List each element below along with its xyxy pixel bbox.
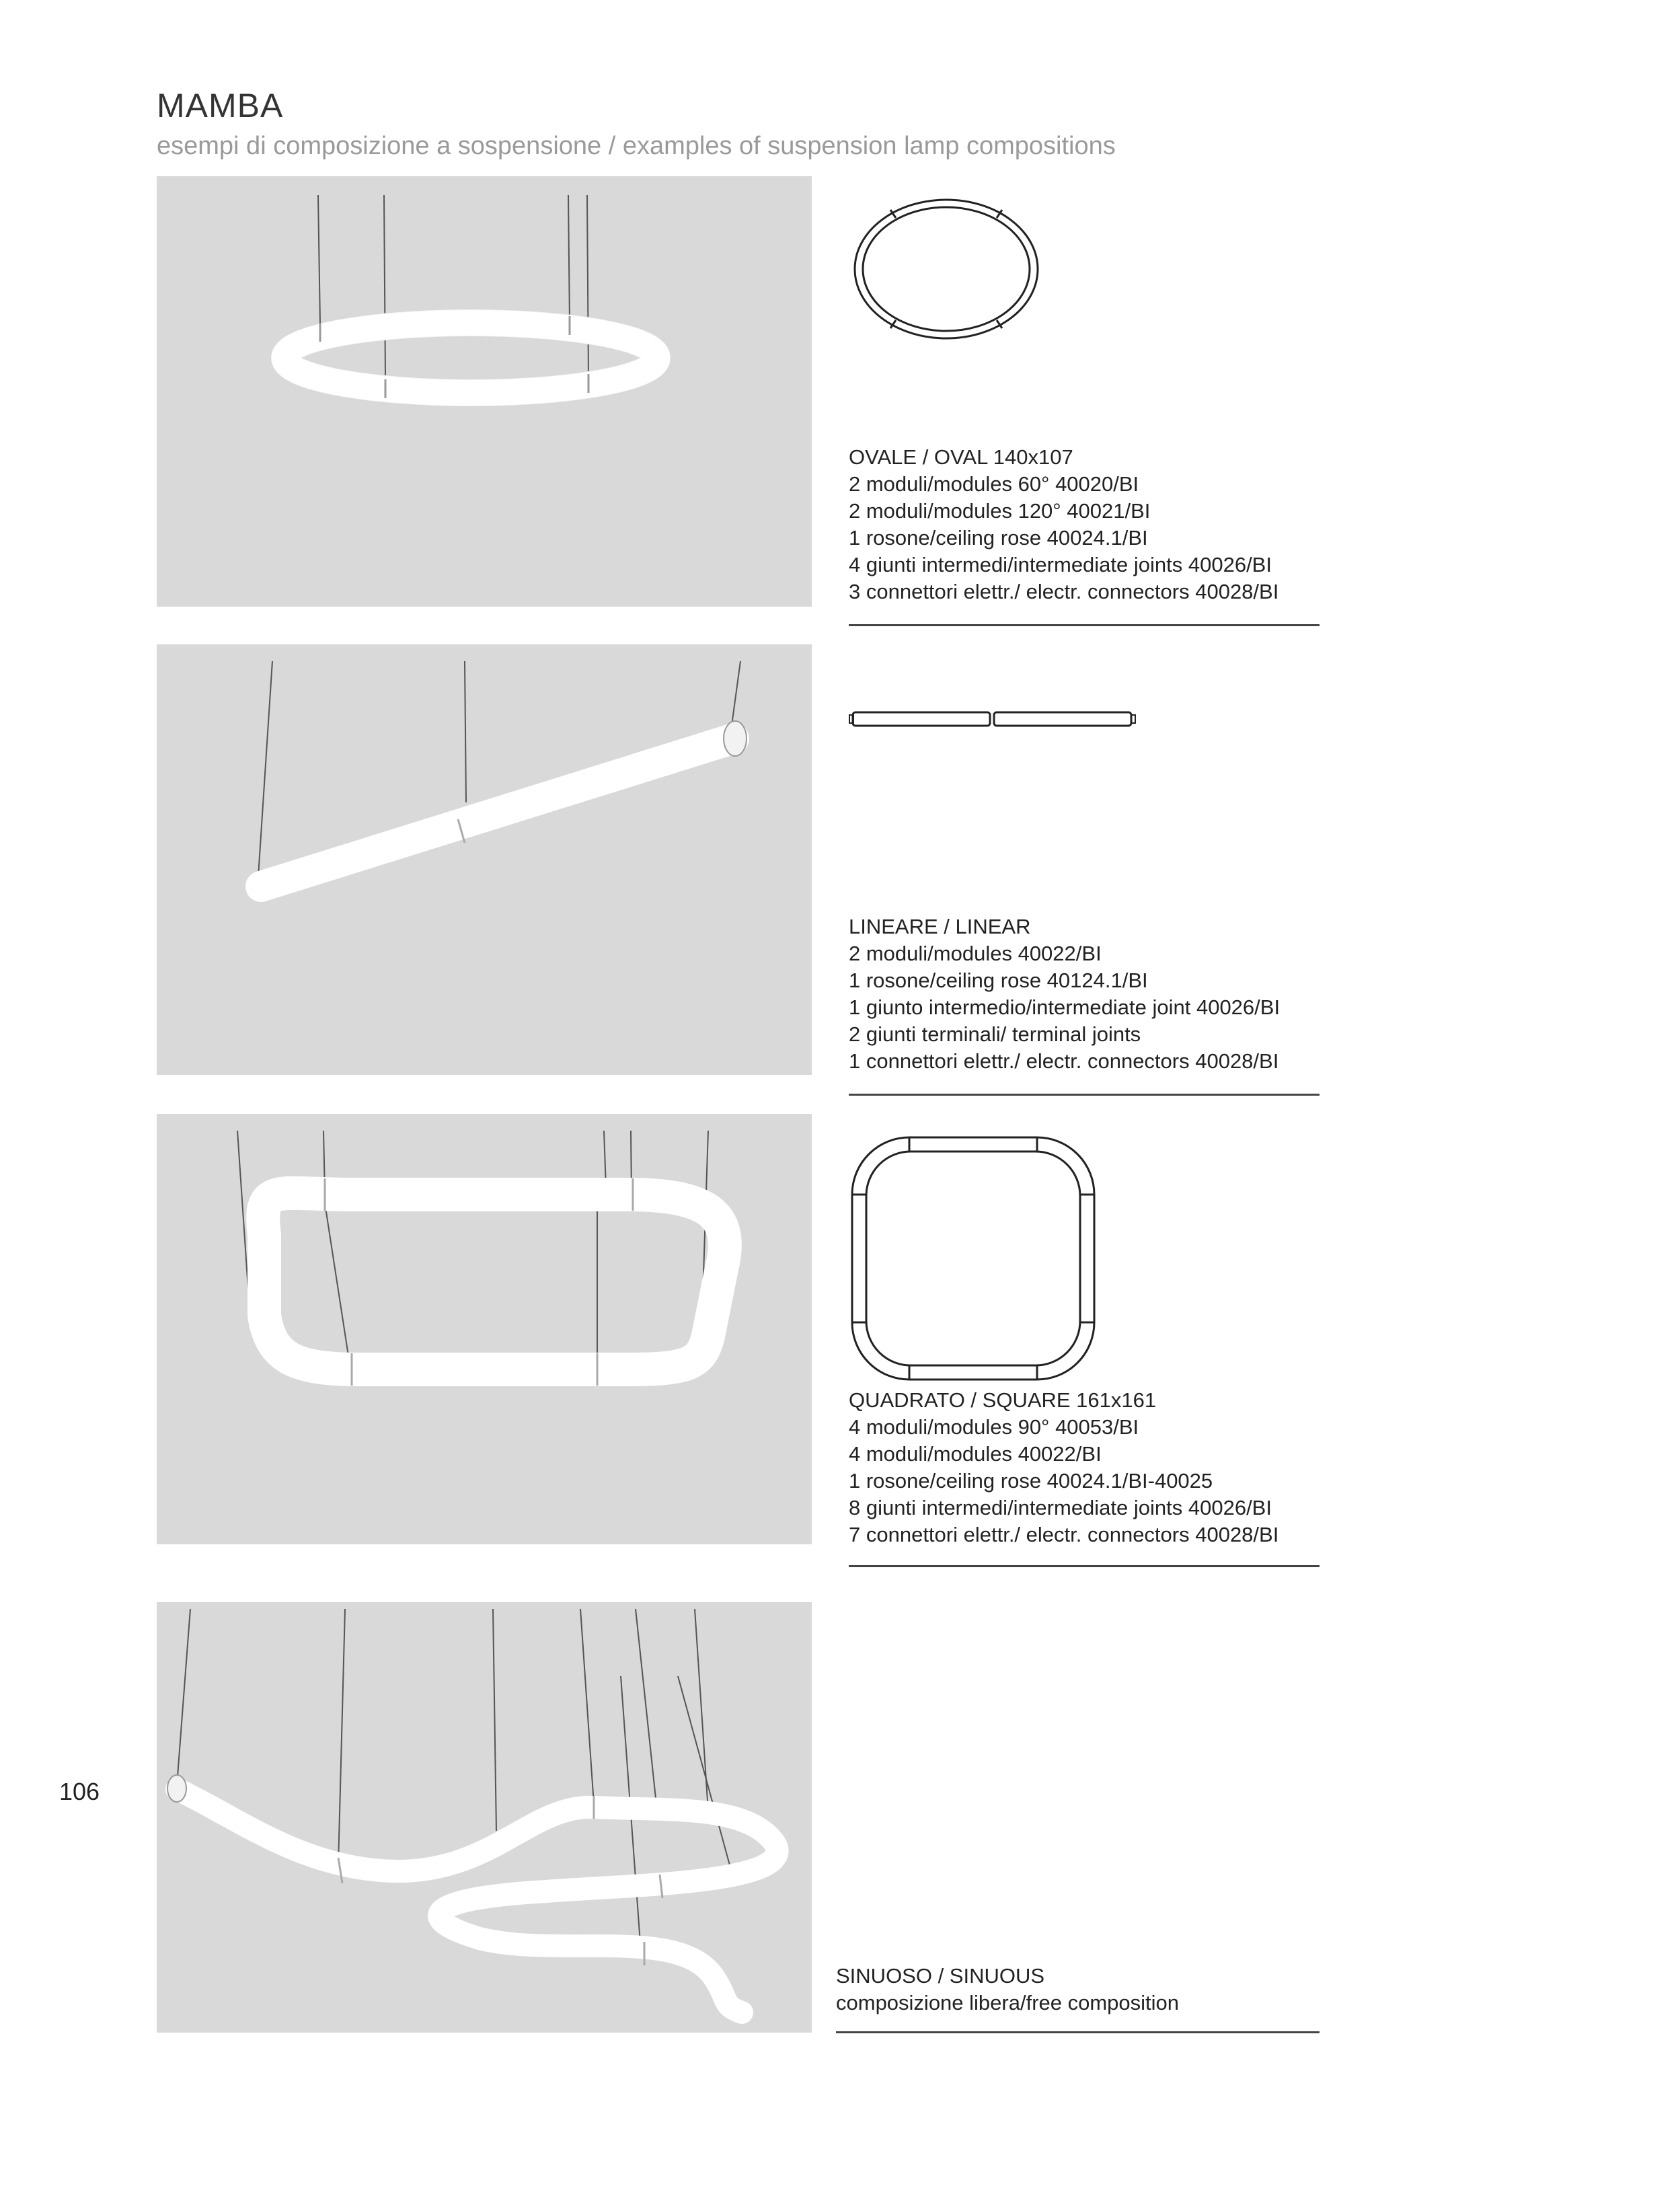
square-plan-diagram (849, 1134, 1098, 1383)
spec-line: 2 giunti terminali/ terminal joints (849, 1022, 1141, 1046)
section-divider (849, 1094, 1320, 1096)
spec-line: 4 moduli/modules 90° 40053/BI (849, 1415, 1139, 1439)
spec-line: 1 rosone/ceiling rose 40024.1/BI-40025 (849, 1469, 1213, 1493)
oval-spec (849, 444, 1278, 605)
section-divider (836, 2031, 1320, 2033)
spec-line: 1 giunto intermedio/intermediate joint 40026/BI (849, 995, 1281, 1019)
page-subtitle: esempi di composizione a sospensione / examples of suspension lamp compositions (157, 132, 1116, 160)
spec-line: 1 rosone/ceiling rose 40024.1/BI (849, 526, 1148, 550)
spec-line: 7 connettori elettr./ electr. connectors 40028/BI (849, 1523, 1279, 1546)
spec-line: 2 moduli/modules 120° 40021/BI (849, 499, 1151, 523)
oval-lamp-render (157, 176, 812, 607)
page-number: 106 (59, 1778, 100, 1805)
page-title: MAMBA (157, 87, 284, 124)
section-divider (849, 1565, 1320, 1567)
spec-line: composizione libera/free composition (836, 1991, 1180, 2014)
section-divider (849, 624, 1320, 626)
linear-spec (849, 913, 1280, 1075)
oval-plan-diagram (849, 195, 1044, 343)
spec-line: 1 rosone/ceiling rose 40124.1/BI (849, 969, 1148, 992)
composition-name: OVALE / OVAL 140x107 (849, 445, 1073, 469)
square-lamp-render (157, 1114, 812, 1544)
linear-lamp-render (157, 644, 812, 1075)
spec-line: 4 moduli/modules 40022/BI (849, 1442, 1102, 1466)
composition-name: SINUOSO / SINUOUS (836, 1964, 1045, 1988)
sinuous-spec (836, 1963, 1179, 2016)
spec-line: 2 moduli/modules 40022/BI (849, 942, 1102, 965)
spec-line: 2 moduli/modules 60° 40020/BI (849, 472, 1139, 496)
sinuous-lamp-render (157, 1602, 812, 2033)
spec-line: 1 connettori elettr./ electr. connectors 40028/BI (849, 1049, 1279, 1073)
composition-name: LINEARE / LINEAR (849, 915, 1031, 938)
composition-name: QUADRATO / SQUARE 161x161 (849, 1388, 1157, 1412)
linear-plan-diagram (849, 710, 1141, 730)
spec-line: 8 giunti intermedi/intermediate joints 40026/BI (849, 1496, 1272, 1519)
spec-line: 3 connettori elettr./ electr. connectors 40028/BI (849, 580, 1279, 603)
square-spec (849, 1387, 1278, 1548)
spec-line: 4 giunti intermedi/intermediate joints 40026/BI (849, 553, 1272, 576)
